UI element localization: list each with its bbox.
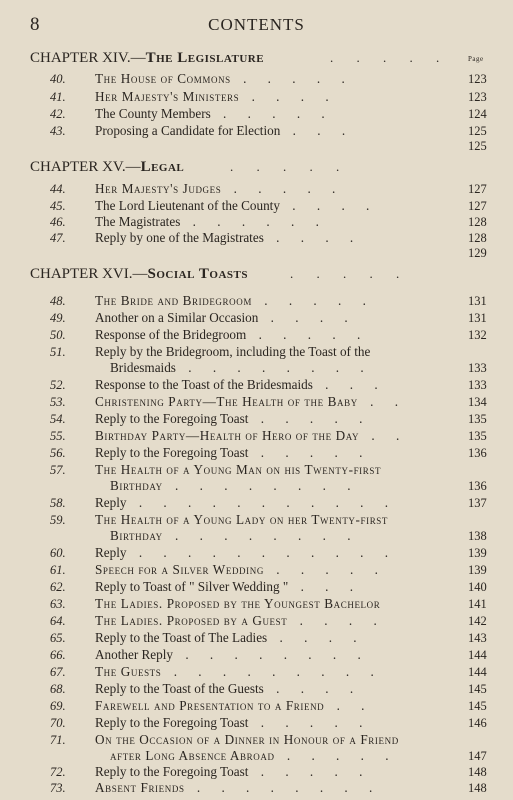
entry-number: 73.	[50, 781, 66, 795]
entry-title-continued: Birthday . . . . . . . .	[110, 478, 360, 493]
entry-number: 42.	[50, 107, 66, 121]
entry-number: 71.	[50, 733, 66, 747]
entry-title: The Lord Lieutenant of the County . . . .	[95, 198, 379, 213]
entry-title: Reply to the Toast of The Ladies . . . .	[95, 630, 366, 645]
entry-number: 63.	[50, 597, 66, 611]
entry-page: 125	[468, 124, 487, 138]
chapter-label: CHAPTER XVI.—	[30, 266, 148, 282]
entry-number: 60.	[50, 546, 66, 560]
entry-title: Reply by one of the Magistrates . . . .	[95, 230, 363, 245]
entry-number: 44.	[50, 182, 66, 196]
chapter-leader-dots: . . . . .	[330, 50, 450, 65]
entry-title: The Health of a Young Lady on her Twenty-first	[95, 512, 389, 527]
entry-title: The House of Commons . . . . .	[95, 71, 354, 86]
entry-page: 127	[468, 199, 487, 213]
entry-title: The Ladies. Proposed by the Youngest Bachelor	[95, 596, 381, 611]
entry-title: Reply . . . . . . . . . . .	[95, 545, 398, 560]
entry-title: Reply by the Bridegroom, including the Toast of the	[95, 344, 371, 359]
entry-title: The Magistrates . . . . . .	[95, 214, 328, 229]
entry-number: 45.	[50, 199, 66, 213]
entry-title: Reply to the Foregoing Toast . . . . .	[95, 411, 372, 426]
chapter-label: CHAPTER XIV.—	[30, 50, 146, 66]
entry-number: 41.	[50, 90, 66, 104]
entry-page: 142	[468, 614, 487, 628]
entry-page: 124	[468, 107, 487, 121]
chapter-name: Social Toasts	[147, 266, 248, 282]
entry-page: 147	[468, 749, 487, 763]
entry-page: 148	[468, 765, 487, 779]
entry-number: 65.	[50, 631, 66, 645]
entry-number: 70.	[50, 716, 66, 730]
entry-title: Speech for a Silver Wedding . . . . .	[95, 562, 387, 577]
entry-title: Another Reply . . . . . . . .	[95, 647, 370, 662]
entry-number: 68.	[50, 682, 66, 696]
chapter-leader-dots: . . . . .	[290, 266, 410, 281]
entry-title: Christening Party—The Health of the Baby . .	[95, 394, 407, 409]
entry-title: Reply to Toast of " Silver Wedding " . . .	[95, 579, 363, 594]
entry-page: 137	[468, 496, 487, 510]
entry-number: 53.	[50, 395, 66, 409]
entry-number: 57.	[50, 463, 66, 477]
entry-page: 145	[468, 682, 487, 696]
entry-title: Her Majesty's Judges . . . . .	[95, 181, 345, 196]
entry-title: The Ladies. Proposed by a Guest . . . .	[95, 613, 386, 628]
entry-page: 128	[468, 231, 487, 245]
entry-number: 69.	[50, 699, 66, 713]
entry-page: 123	[468, 72, 487, 86]
entry-number: 50.	[50, 328, 66, 342]
entry-number: 72.	[50, 765, 66, 779]
entry-number: 62.	[50, 580, 66, 594]
chapter-heading-xv	[30, 159, 350, 176]
entry-page: 129	[468, 246, 487, 260]
entry-page: 123	[468, 90, 487, 104]
entry-page: 131	[468, 311, 487, 325]
entry-page: 143	[468, 631, 487, 645]
entry-page: 135	[468, 412, 487, 426]
entry-number: 51.	[50, 345, 66, 359]
entry-title: Response of the Bridegroom . . . . .	[95, 327, 370, 342]
page-column-label: Page	[468, 55, 484, 63]
entry-page: 138	[468, 529, 487, 543]
entry-title: Her Majesty's Ministers . . . .	[95, 89, 338, 104]
entry-page: 128	[468, 215, 487, 229]
entry-page: 131	[468, 294, 487, 308]
entry-page: 144	[468, 665, 487, 679]
entry-page: 141	[468, 597, 487, 611]
entry-title: On the Occasion of a Dinner in Honour of a Friend	[95, 732, 399, 747]
entry-title: Absent Friends . . . . . . . .	[95, 780, 382, 795]
page-number: 8	[30, 14, 40, 35]
entry-page: 148	[468, 781, 487, 795]
entry-page: 139	[468, 546, 487, 560]
entry-number: 59.	[50, 513, 66, 527]
entry-number: 48.	[50, 294, 66, 308]
chapter-name: Legal	[140, 159, 185, 175]
entry-title: Proposing a Candidate for Election . . .	[95, 123, 355, 138]
entry-title: Another on a Similar Occasion . . . .	[95, 310, 357, 325]
entry-title: Farewell and Presentation to a Friend . .	[95, 698, 374, 713]
entry-page: 146	[468, 716, 487, 730]
chapter-label: CHAPTER XV.—	[30, 159, 141, 175]
entry-title-continued: Birthday . . . . . . . .	[110, 528, 360, 543]
entry-page: 145	[468, 699, 487, 713]
entry-number: 52.	[50, 378, 66, 392]
entry-title: The County Members . . . . .	[95, 106, 334, 121]
entry-title: Reply to the Toast of the Guests . . . .	[95, 681, 363, 696]
entry-title-continued: after Long Absence Abroad . . . . .	[110, 748, 398, 763]
entry-page: 135	[468, 429, 487, 443]
entry-title: Response to the Toast of the Bridesmaids . . .	[95, 377, 387, 392]
chapter-leader-dots: . . . . .	[230, 159, 350, 174]
entry-page: 136	[468, 479, 487, 493]
entry-title: The Bride and Bridegroom . . . . .	[95, 293, 375, 308]
entry-title: The Guests . . . . . . . . .	[95, 664, 383, 679]
entry-page: 125	[468, 139, 487, 153]
entry-number: 46.	[50, 215, 66, 229]
entry-page: 134	[468, 395, 487, 409]
entry-page: 144	[468, 648, 487, 662]
entry-number: 58.	[50, 496, 66, 510]
entry-page: 133	[468, 378, 487, 392]
entry-title: Reply to the Foregoing Toast . . . . .	[95, 445, 372, 460]
entry-number: 56.	[50, 446, 66, 460]
entry-page: 127	[468, 182, 487, 196]
entry-page: 133	[468, 361, 487, 375]
chapter-name: The Legislature	[145, 50, 265, 66]
entry-title: The Health of a Young Man on his Twenty-first	[95, 462, 382, 477]
entry-number: 66.	[50, 648, 66, 662]
entry-title: Reply . . . . . . . . . . .	[95, 495, 398, 510]
entry-page: 139	[468, 563, 487, 577]
entry-page: 132	[468, 328, 487, 342]
entry-number: 67.	[50, 665, 66, 679]
entry-number: 55.	[50, 429, 66, 443]
entry-number: 40.	[50, 72, 66, 86]
entry-number: 64.	[50, 614, 66, 628]
page-title: CONTENTS	[208, 15, 305, 34]
entry-title-continued: Bridesmaids . . . . . . . .	[110, 360, 373, 375]
entry-number: 61.	[50, 563, 66, 577]
chapter-heading-xiv	[30, 50, 450, 67]
entry-title: Reply to the Foregoing Toast . . . . .	[95, 764, 372, 779]
entry-title: Reply to the Foregoing Toast . . . . .	[95, 715, 372, 730]
entry-title: Birthday Party—Health of Hero of the Day . .	[95, 428, 409, 443]
entry-number: 47.	[50, 231, 66, 245]
entry-page: 136	[468, 446, 487, 460]
entry-page: 140	[468, 580, 487, 594]
chapter-heading-xvi	[30, 266, 410, 283]
entry-number: 49.	[50, 311, 66, 325]
entry-number: 43.	[50, 124, 66, 138]
entry-number: 54.	[50, 412, 66, 426]
